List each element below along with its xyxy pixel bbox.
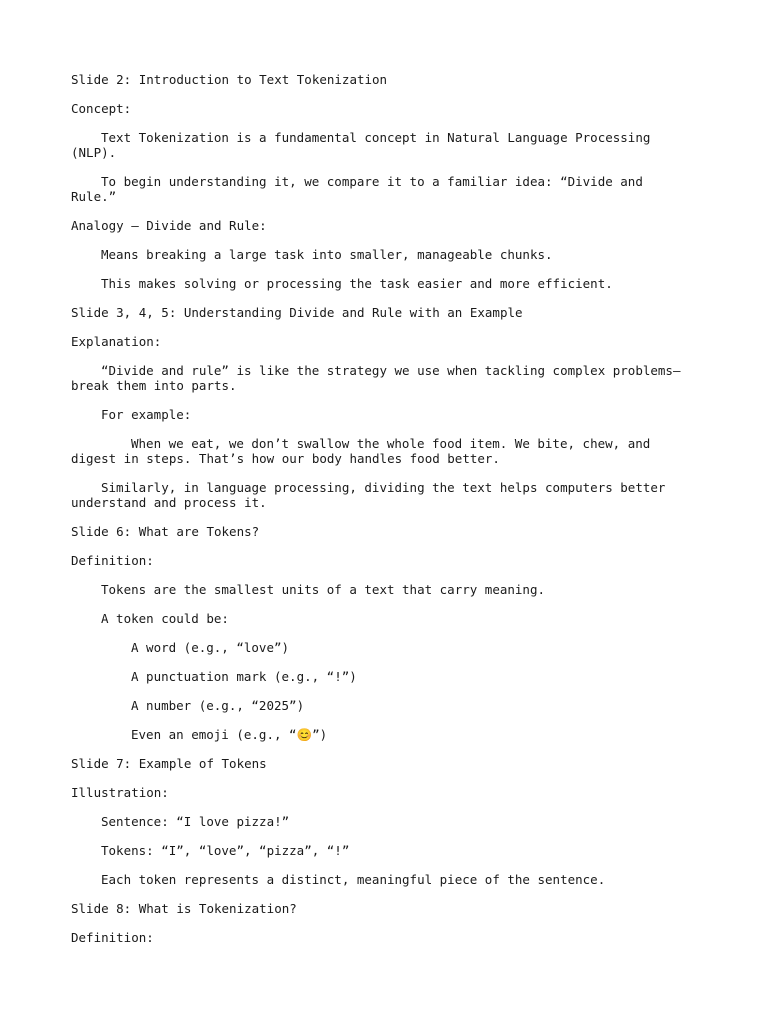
analogy-paragraph-2: This makes solving or processing the task easier and more efficient. [101, 276, 613, 291]
explanation-paragraph-2: For example: [101, 407, 192, 422]
slide-345-heading: Slide 3, 4, 5: Understanding Divide and Rule with an Example [71, 305, 523, 320]
analogy-label: Analogy – Divide and Rule: [71, 218, 267, 233]
tokens-definition-label: Definition: [71, 553, 154, 568]
illustration-label: Illustration: [71, 785, 169, 800]
illustration-note: Each token represents a distinct, meaningful piece of the sentence. [101, 872, 606, 887]
slide-8-heading: Slide 8: What is Tokenization? [71, 901, 297, 916]
token-type-item: A word (e.g., “love”) [131, 640, 290, 655]
concept-paragraph-2: To begin understanding it, we compare it to a familiar idea: “Divide and Rule.” [71, 174, 643, 204]
document-page [71, 72, 683, 959]
tokens-definition-paragraph-1: Tokens are the smallest units of a text that carry meaning. [101, 582, 546, 597]
token-type-item: A punctuation mark (e.g., “!”) [131, 669, 357, 684]
concept-paragraph-1: Text Tokenization is a fundamental concept in Natural Language Processing (NLP). [71, 130, 651, 160]
concept-label: Concept: [71, 101, 132, 116]
token-type-item: Even an emoji (e.g., “😊”) [131, 727, 328, 742]
illustration-sentence: Sentence: “I love pizza!” [101, 814, 290, 829]
explanation-paragraph-1: “Divide and rule” is like the strategy we use when tackling complex problems—break them into parts. [71, 363, 681, 393]
explanation-paragraph-4: Similarly, in language processing, dividing the text helps computers better understand and process it. [71, 480, 666, 510]
slide-2-heading: Slide 2: Introduction to Text Tokenization [71, 72, 388, 87]
token-type-item: A number (e.g., “2025”) [131, 698, 305, 713]
tokenization-definition-label: Definition: [71, 930, 154, 945]
analogy-paragraph-1: Means breaking a large task into smaller, manageable chunks. [101, 247, 553, 262]
illustration-tokens: Tokens: “I”, “love”, “pizza”, “!” [101, 843, 350, 858]
tokens-definition-paragraph-2: A token could be: [101, 611, 229, 626]
slide-7-heading: Slide 7: Example of Tokens [71, 756, 267, 771]
explanation-label: Explanation: [71, 334, 162, 349]
explanation-paragraph-3: When we eat, we don’t swallow the whole food item. We bite, chew, and digest in steps. That’s how our body handles food better. [71, 436, 651, 466]
slide-6-heading: Slide 6: What are Tokens? [71, 524, 260, 539]
